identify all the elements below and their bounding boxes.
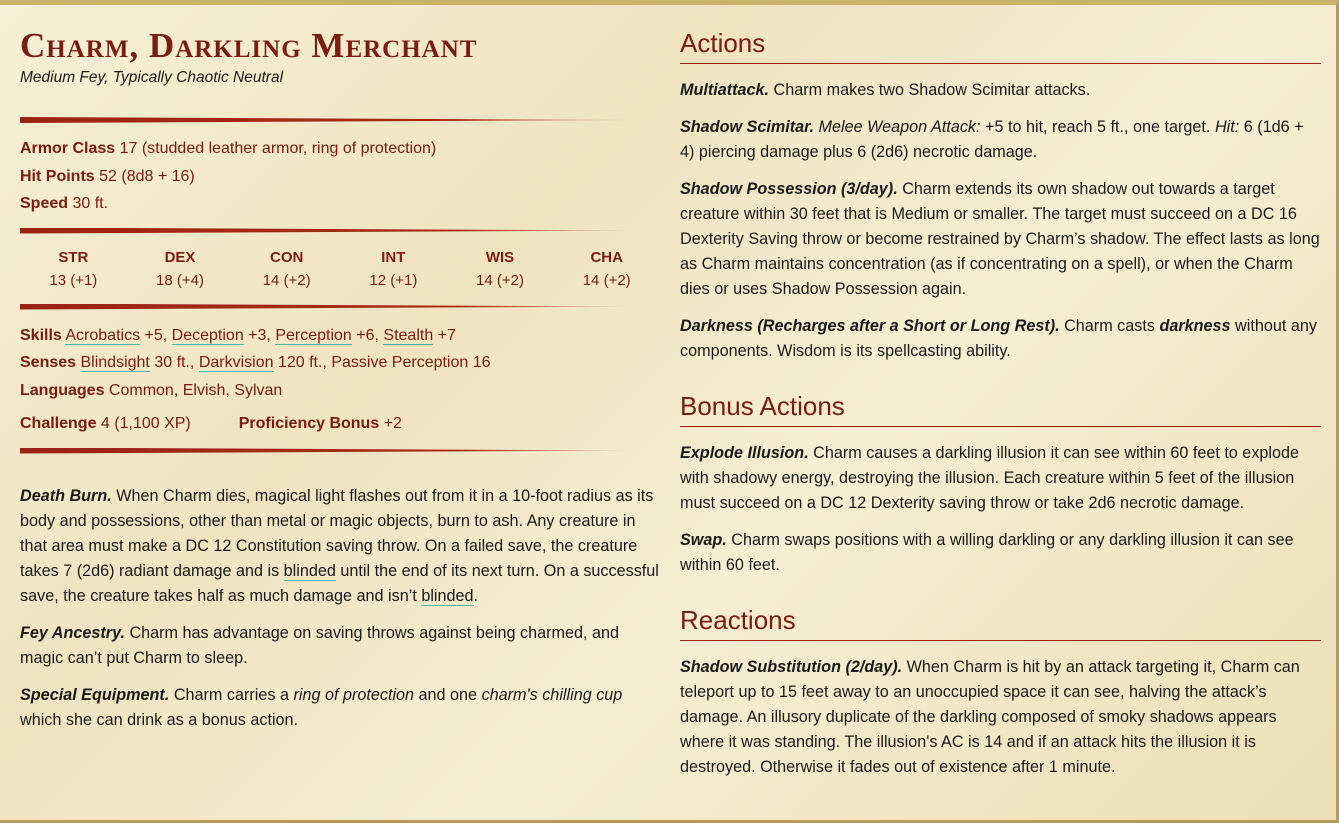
trait-text: and one bbox=[414, 685, 482, 704]
ability-key: CHA bbox=[590, 248, 623, 266]
action-multiattack bbox=[680, 78, 1321, 103]
action-name: Swap. bbox=[680, 531, 727, 549]
ability-wis bbox=[447, 248, 554, 294]
trait-text: Charm carries a bbox=[169, 685, 294, 704]
sense-link-blindsight[interactable]: Blindsight bbox=[80, 354, 150, 371]
languages-value: Common, Elvish, Sylvan bbox=[108, 381, 283, 399]
skills-label: Skills bbox=[20, 326, 62, 344]
trait-fey-ancestry bbox=[20, 621, 660, 671]
skill-link-perception[interactable]: Perception bbox=[275, 326, 352, 344]
ability-value: 13 (+1) bbox=[49, 271, 98, 289]
hit-points-label: Hit Points bbox=[20, 167, 95, 185]
trait-name: Death Burn. bbox=[20, 486, 112, 505]
ability-con bbox=[233, 248, 340, 294]
challenge-label: Challenge bbox=[20, 415, 97, 432]
speed-value: 30 ft. bbox=[72, 195, 109, 212]
skill-bonus: +7 bbox=[437, 326, 456, 344]
sense-value: 30 ft., bbox=[154, 354, 195, 371]
action-name: Darkness (Recharges after a Short or Long Rest). bbox=[680, 317, 1060, 335]
trait-text: Charm has advantage on saving throws against being charmed, and magic can’t put Charm to sleep. bbox=[20, 623, 619, 667]
ability-str bbox=[20, 248, 127, 294]
right-column bbox=[680, 25, 1321, 792]
section-heading-reactions: Reactions bbox=[680, 602, 1321, 641]
challenge-row bbox=[20, 410, 660, 438]
action-text: Charm makes two Shadow Scimitar attacks. bbox=[769, 81, 1091, 99]
action-text: When Charm is hit by an attack targeting it, Charm can teleport up to 15 feet away to an unoccupied space it can see, halving the attack’s damage. An illusory duplicate of the darkling composed of smoky shadows appears where it was standing. The illusion's AC is 14 and if an attack hits the illusion it is destroyed. Otherwise it fades out of existence after 1 minute. bbox=[680, 658, 1300, 776]
action-shadow-possession bbox=[680, 177, 1321, 302]
left-column bbox=[20, 25, 660, 745]
ability-dex bbox=[127, 248, 234, 294]
senses-label: Senses bbox=[20, 354, 77, 371]
action-name: Shadow Possession (3/day). bbox=[680, 180, 898, 198]
action-name: Multiattack. bbox=[680, 81, 770, 99]
action-text: without any components. Wisdom is its spellcasting ability. bbox=[680, 317, 1317, 360]
skill-bonus: +6, bbox=[356, 326, 379, 344]
action-text: Charm extends its own shadow out towards a target creature within 30 feet that is Medium or smaller. The target must succeed on a DC 16 Dexterity Saving throw or become restrained by Charm’s shadow. The effect lasts as long as Charm maintains concentration (as if concentrating on a spell), or when the Charm dies or uses Shadow Possession again. bbox=[680, 180, 1320, 298]
ability-value: 14 (+2) bbox=[262, 271, 311, 289]
reaction-shadow-substitution bbox=[680, 655, 1321, 780]
details bbox=[20, 322, 660, 438]
ability-key: WIS bbox=[485, 248, 515, 266]
ability-key: CON bbox=[270, 248, 304, 266]
reactions-list bbox=[680, 655, 1321, 780]
actions-list bbox=[680, 78, 1321, 364]
creature-name: Charm, Darkling Merchant bbox=[20, 26, 478, 65]
skill-bonus: +5, bbox=[144, 326, 168, 344]
creature-meta: Medium Fey, Typically Chaotic Neutral bbox=[20, 69, 284, 86]
action-text: 6 (1d6 + 4) piercing damage plus 6 (2d6) necrotic damage. bbox=[680, 118, 1304, 161]
proficiency-value: +2 bbox=[383, 415, 402, 432]
condition-link-blinded[interactable]: blinded bbox=[421, 586, 474, 605]
hit-points bbox=[20, 163, 660, 191]
ability-key: STR bbox=[58, 248, 89, 266]
spell-darkness: darkness bbox=[1159, 317, 1231, 335]
languages-label: Languages bbox=[20, 381, 105, 399]
action-name: Shadow Scimitar. bbox=[680, 118, 815, 136]
trait-text: . bbox=[473, 586, 479, 605]
divider bbox=[20, 117, 645, 123]
action-darkness bbox=[680, 314, 1321, 364]
proficiency-label: Proficiency Bonus bbox=[238, 415, 380, 432]
ability-value: 12 (+1) bbox=[369, 271, 418, 289]
trait-name: Special Equipment. bbox=[20, 685, 170, 704]
ability-value: 18 (+4) bbox=[156, 271, 204, 289]
divider bbox=[20, 304, 645, 310]
challenge-value: 4 (1,100 XP) bbox=[100, 415, 191, 432]
armor-class-label: Armor Class bbox=[20, 140, 116, 157]
action-text: +5 to hit, reach 5 ft., one target. bbox=[980, 118, 1215, 136]
ability-cha bbox=[553, 248, 660, 294]
trait-text: which she can drink as a bonus action. bbox=[20, 710, 299, 729]
trait-text: When Charm dies, magical light flashes out from it in a 10-foot radius as its body and possessions, other than metal or magic objects, burn to ash. Any creature in that area must make a DC 12 Constitution saving throw. On a failed save, the creature takes 7 (2d6) radiant damage and is bbox=[20, 486, 654, 580]
condition-link-blinded[interactable]: blinded bbox=[283, 561, 336, 580]
skill-bonus: +3, bbox=[248, 326, 271, 344]
action-text: Charm causes a darkling illusion it can see within 60 feet to explode with shadowy energy, destroying the illusion. Each creature within 5 feet of the illusion must succeed on a DC 12 Dexterity saving throw or take 2d6 necrotic damage. bbox=[680, 444, 1300, 512]
senses bbox=[20, 349, 660, 377]
challenge bbox=[20, 410, 191, 438]
bonus-action-swap bbox=[680, 528, 1321, 578]
bonus-actions-list bbox=[680, 441, 1321, 578]
skill-link-acrobatics[interactable]: Acrobatics bbox=[65, 326, 141, 344]
core-stats bbox=[20, 135, 660, 218]
attack-type: Melee Weapon Attack: bbox=[814, 118, 981, 136]
sense-link-darkvision[interactable]: Darkvision bbox=[198, 354, 274, 371]
ability-value: 14 (+2) bbox=[582, 271, 631, 289]
divider bbox=[20, 448, 645, 454]
item-ring-of-protection: ring of protection bbox=[293, 685, 415, 704]
ability-value: 14 (+2) bbox=[476, 271, 524, 289]
skill-link-deception[interactable]: Deception bbox=[171, 326, 244, 344]
armor-class bbox=[20, 135, 660, 163]
traits bbox=[20, 484, 660, 733]
hit-points-value: 52 (8d8 + 16) bbox=[99, 167, 195, 185]
action-text: Charm swaps positions with a willing darkling or any darkling illusion it can see within 60 feet. bbox=[680, 531, 1294, 574]
bonus-action-explode-illusion bbox=[680, 441, 1321, 516]
ability-scores bbox=[20, 248, 660, 294]
ability-key: DEX bbox=[164, 248, 196, 266]
trait-name: Fey Ancestry. bbox=[20, 623, 125, 642]
section-heading-bonus-actions: Bonus Actions bbox=[680, 388, 1321, 427]
armor-class-value: 17 (studded leather armor, ring of protection) bbox=[119, 140, 437, 157]
action-name: Explode Illusion. bbox=[680, 444, 809, 462]
ability-key: INT bbox=[381, 248, 406, 266]
section-heading-actions: Actions bbox=[680, 25, 1321, 64]
speed-label: Speed bbox=[20, 195, 69, 212]
item-chilling-cup: charm's chilling cup bbox=[481, 685, 623, 704]
action-shadow-scimitar bbox=[680, 115, 1321, 165]
divider bbox=[20, 228, 645, 234]
action-text: Charm casts bbox=[1059, 317, 1160, 335]
sense-value: 120 ft., Passive Perception 16 bbox=[277, 354, 491, 371]
trait-special-equipment bbox=[20, 683, 660, 733]
action-name: Shadow Substitution (2/day). bbox=[680, 658, 903, 676]
trait-text: until the end of its next turn. On a successful save, the creature takes half as much damage and isn’t bbox=[20, 561, 659, 605]
proficiency-bonus bbox=[239, 410, 402, 438]
languages bbox=[20, 377, 660, 405]
trait-death-burn bbox=[20, 484, 660, 609]
ability-int bbox=[340, 248, 447, 294]
speed bbox=[20, 190, 660, 218]
skills bbox=[20, 322, 660, 350]
hit-label: Hit: bbox=[1214, 118, 1240, 136]
skill-link-stealth[interactable]: Stealth bbox=[383, 326, 434, 344]
